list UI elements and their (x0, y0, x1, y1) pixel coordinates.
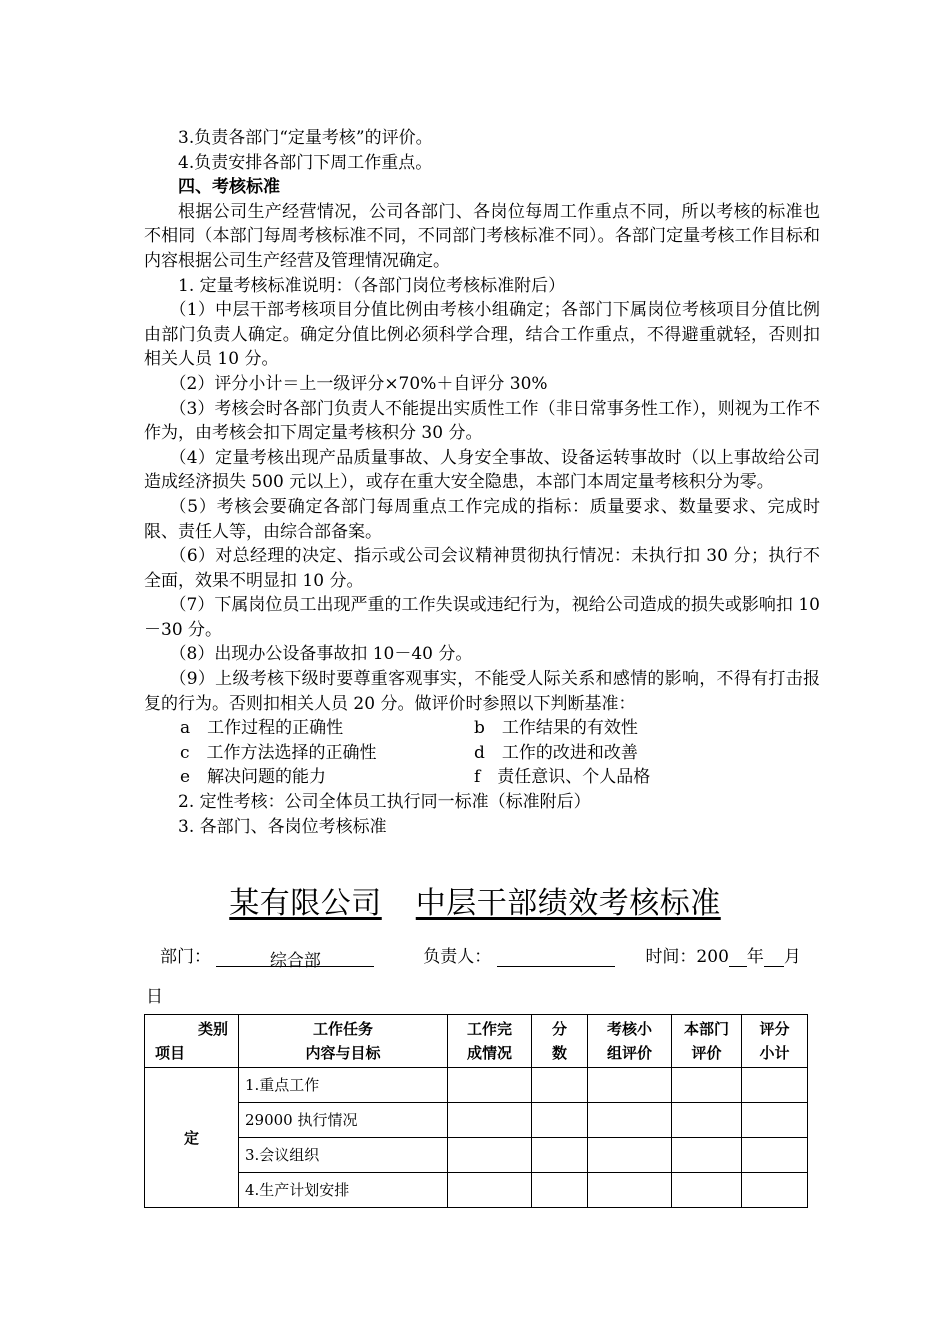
month-label: 月 (783, 947, 801, 967)
criteria-item: a 工作过程的正确性 (180, 718, 344, 739)
form-name: 中层干部绩效考核标准 (415, 886, 721, 921)
cell[interactable] (448, 1173, 532, 1208)
section-heading: 四、考核标准 (178, 177, 280, 198)
cell[interactable] (742, 1138, 808, 1173)
task-cell: 29000 执行情况 (239, 1103, 448, 1138)
body-text (144, 126, 820, 839)
cell[interactable] (532, 1103, 588, 1138)
paragraph: 2. 定性考核：公司全体员工执行同一标准（标准附后） (178, 792, 591, 813)
form-title (0, 878, 950, 922)
day-label: 日 (146, 987, 163, 1007)
cell[interactable] (448, 1103, 532, 1138)
header-group-eval: 考核小 组评价 (588, 1015, 672, 1068)
form-meta (160, 942, 801, 971)
owner-label: 负责人： (423, 947, 492, 967)
cell[interactable] (672, 1068, 742, 1103)
list-item: （3）考核会时各部门负责人不能提出实质性工作（非日常事务性工作），则视为工作不作为，由考核会扣下周定量考核积分 30 分。 (144, 398, 820, 444)
cell[interactable] (588, 1068, 672, 1103)
list-item: （7）下属岗位员工出现严重的工作失误或违纪行为，视给公司造成的损失或影响扣 10－30 分。 (144, 595, 820, 640)
paragraph: 1. 定量考核标准说明：（各部门岗位考核标准附后） (178, 275, 566, 296)
cell[interactable] (672, 1103, 742, 1138)
paragraph: 4.负责安排各部门下周工作重点。 (178, 152, 433, 173)
category-cell: 定 (145, 1068, 239, 1208)
criteria-row (144, 716, 820, 741)
list-item: （2）评分小计＝上一级评分×70%＋自评分 30% (169, 373, 548, 394)
list-item: （5）考核会要确定各部门每周重点工作完成的指标：质量要求、数量要求、完成时限、责任人等，由综合部备案。 (144, 496, 820, 542)
cell[interactable] (742, 1103, 808, 1138)
criteria-item: e 解决问题的能力 (180, 767, 327, 788)
cell[interactable] (588, 1103, 672, 1138)
list-item: （1）中层干部考核项目分值比例由考核小组确定；各部门下属岗位考核项目分值比例由部门负责人确定。确定分值比例必须科学合理，结合工作重点，不得避重就轻，否则扣相关人员 10 分。 (144, 300, 820, 370)
cell[interactable] (448, 1138, 532, 1173)
cell[interactable] (742, 1068, 808, 1103)
cell[interactable] (672, 1173, 742, 1208)
time-label: 时间：200 (645, 947, 729, 967)
year-field[interactable] (729, 946, 747, 967)
table-row (145, 1103, 808, 1138)
paragraph: 3. 各部门、各岗位考核标准 (178, 816, 387, 837)
criteria-item: d 工作的改进和改善 (474, 742, 638, 763)
header-task: 工作任务 内容与目标 (239, 1015, 448, 1068)
table-row (145, 1138, 808, 1173)
paragraph: 3.负责各部门“定量考核”的评价。 (178, 128, 433, 148)
criteria-row (144, 765, 820, 790)
cell[interactable] (532, 1068, 588, 1103)
task-cell: 4.生产计划安排 (239, 1173, 448, 1208)
year-label: 年 (746, 947, 764, 967)
assessment-table (144, 1014, 808, 1208)
cell[interactable] (532, 1138, 588, 1173)
list-item: （9）上级考核下级时要尊重客观事实，不能受人际关系和感情的影响，不得有打击报复的行为。否则扣相关人员 20 分。做评价时参照以下判断基准： (144, 669, 820, 714)
paragraph: 根据公司生产经营情况，公司各部门、各岗位每周工作重点不同，所以考核的标准也不相同（本部门每周考核标准不同，不同部门考核标准不同）。各部门定量考核工作目标和内容根据公司生产经营及管理情况确定。 (144, 201, 820, 271)
task-cell: 1.重点工作 (239, 1068, 448, 1103)
cell[interactable] (448, 1068, 532, 1103)
criteria-item: c 工作方法选择的正确性 (180, 742, 377, 763)
cell[interactable] (588, 1138, 672, 1173)
dept-field[interactable]: 综合部 (216, 946, 374, 967)
task-cell: 3.会议组织 (239, 1138, 448, 1173)
criteria-row (144, 741, 820, 766)
company-name: 某有限公司 (229, 886, 382, 921)
criteria-item: b 工作结果的有效性 (474, 718, 638, 739)
criteria-item: f 责任意识、个人品格 (474, 767, 651, 788)
list-item: （4）定量考核出现产品质量事故、人身安全事故、设备运转事故时（以上事故给公司造成经济损失 500 元以上），或存在重大安全隐患，本部门本周定量考核积分为零。 (144, 447, 820, 493)
owner-field[interactable] (497, 946, 615, 967)
cell[interactable] (532, 1173, 588, 1208)
header-completion: 工作完 成情况 (448, 1015, 532, 1068)
dept-label: 部门： (160, 947, 211, 967)
list-item: （6）对总经理的决定、指示或公司会议精神贯彻执行情况：未执行扣 30 分；执行不全面，效果不明显扣 10 分。 (144, 546, 820, 591)
table-header-row (145, 1015, 808, 1068)
header-dept-eval: 本部门 评价 (672, 1015, 742, 1068)
table-row (145, 1068, 808, 1103)
header-subtotal: 评分 小计 (742, 1015, 808, 1068)
table-row (145, 1173, 808, 1208)
cell[interactable] (588, 1173, 672, 1208)
list-item: （8）出现办公设备事故扣 10－40 分。 (169, 644, 473, 665)
header-score: 分 数 (532, 1015, 588, 1068)
cell[interactable] (742, 1173, 808, 1208)
corner-header: 类别 项目 (145, 1015, 239, 1068)
cell[interactable] (672, 1138, 742, 1173)
month-field[interactable] (764, 946, 784, 967)
